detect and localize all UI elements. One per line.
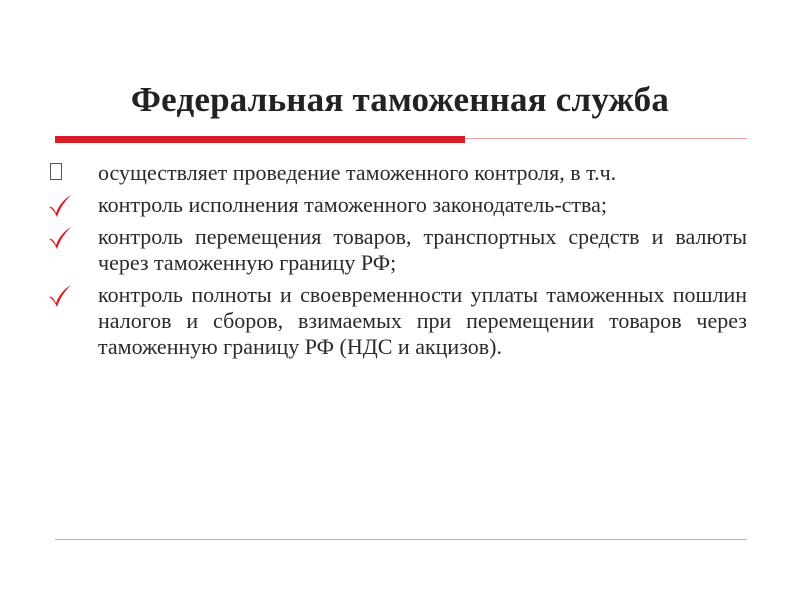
footer-rule	[55, 539, 747, 540]
bullet-list	[47, 160, 747, 366]
box-icon	[50, 163, 62, 180]
list-item	[47, 192, 747, 218]
checkmark-icon	[47, 284, 73, 308]
list-item-text: контроль перемещения товаров, транспортных средств и валюты через таможенную границу РФ;	[98, 224, 747, 275]
checkmark-icon-graphic	[47, 226, 73, 250]
list-item	[47, 160, 747, 186]
title-underline-red	[55, 136, 465, 143]
checkmark-icon-graphic	[47, 284, 73, 308]
list-item-text: контроль полноты и своевременности уплаты таможенных пошлин налогов и сборов, взимаемых при перемещении товаров через таможенную границу РФ (НДС и акцизов).	[98, 282, 747, 359]
checkmark-icon	[47, 226, 73, 250]
title-underline-thin	[465, 138, 747, 139]
list-item	[47, 224, 747, 276]
checkmark-icon-graphic	[47, 194, 73, 218]
checkmark-icon	[47, 194, 73, 218]
list-item-text: осуществляет проведение таможенного контроля, в т.ч.	[98, 160, 617, 185]
list-item	[47, 282, 747, 360]
slide-title: Федеральная таможенная служба	[130, 80, 670, 119]
list-item-text: контроль исполнения таможенного законодатель-ства;	[98, 192, 607, 217]
